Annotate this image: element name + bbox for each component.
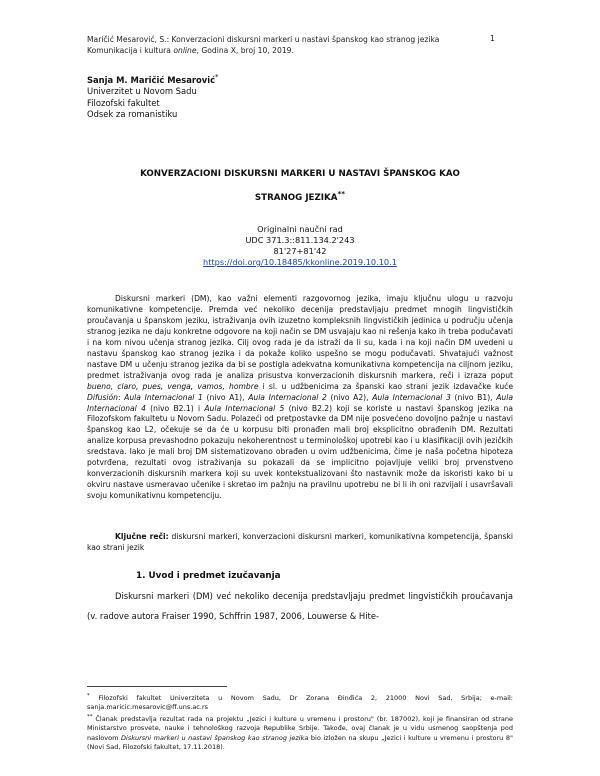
article-meta	[87, 224, 513, 268]
keywords-list: diskursni markeri, konverzacioni diskursni markeri, komunikativna kompetencija, španski kao strani jezik	[87, 532, 514, 552]
paper-title: KONVERZACIONI DISKURSNI MARKERI U NASTAVI ŠPANSKOG KAO STRANOG JEZIKA**	[140, 169, 460, 203]
page-number: 1	[490, 34, 495, 43]
running-header-citation: Maričić Mesarović, S.: Konverzacioni diskursni markeri u nastavi španskog kao stranog jezika	[87, 35, 440, 44]
author-block	[87, 72, 507, 121]
footnote-divider	[87, 686, 227, 687]
udc-code-secondary: 81'27+81'42	[273, 246, 327, 256]
abstract: Diskursni markeri (DM), kao važni elementi razgovornog jezika, imaju ključnu ulogu u razvoju komunikativne kompetencije. Premda već nekoliko decenija predstavljaju predmet mnogih lingvističkih proučavanja u španskom jeziku, istraživanja ovih izuzetno kompleksnih lingvističkih jedinica u području učenja stranog jezika ne daju konkretne odgovore na koji način se DM usvajaju kao ni rešenja kako ih treba podučavati i na kom nivou učenja stranog jezika. Cilj ovog rada je da istraži da li su, kada i na koji način DM uvedeni u nastavu španskog kao stranog jezika i da pokaže koliko uspešno se mogu podučavati. Shvatajući važnost nastave DM u učenju stranog jezika da bi se postigla adekvatna komunikativna kompetencija na ciljnom jeziku, predmet istraživanja ovog rada je analiza prisustva konverzacionih diskursnih markera, reči i izraza poput bueno, claro, pues, venga, vamos, hombre i sl. u udžbenicima za španski kao strani jezik izdavačke kuće Difusión: Aula Internacional 1 (nivo A1), Aula Internacional 2 (nivo A2), Aula Internacional 3 (nivo B1), Aula Internacional 4 (nivo B2.1) i Aula Internacional 5 (nivo B2.2) koji se koriste u nastavi španskog jezika na Filozofskom fakultetu u Novom Sadu. Polazeći od pretpostavke da DM nije posvećeno dovoljno pažnje u nastavi španskog kao L2, očekuje se da će u korpusu biti pronađen mali broj eksplicitno obrađenih DM. Rezultati analize korpusa prevashodno pokazuju nekoherentnost u terminološkoj upotrebi kao i u klasifikaciji ovih jezičkih sredstava. Iako je mali broj DM sistematizovano obrađen u ovim udžbenicima, čime je naša početna hipoteza potvrđena, rezultati ovog istraživanja su pokazali da se implicitno pojavljuje veliki broj prvenstveno konverzacionih diskursnih markera koji su uvek kontekstualizovani što nastavnik može da iskoristi kako bi u okviru nastave usmeravao učenike i skretao im pažnju na pravilnu upotrebu ne bi li ih oni razvijali i usavršavali svoju komunikativnu kompetenciju.	[87, 294, 514, 501]
footnote-project: ** Članak predstavlja rezultat rada na projektu „Jezici i kulture u vremenu i prostoru" (br. 187002), koji je finansiran od strane Ministarstvo prosvete, nauke i tehnološkog razvoja Republike Srbije. Takođe, ovaj članak je u vidu usmenog saopštenja pod naslovom Diskursni markeri u nastavi španskog kao stranog jezika bio izložen na skupu „Jezici i kulture u vremenu i prostoru 8" (Novi Sad, Filozofski fakultet, 17.11.2018).	[87, 713, 514, 751]
author-faculty: Filozofski fakultet	[87, 97, 160, 108]
article-type: Originalni naučni rad	[257, 224, 343, 234]
author-university: Univerzitet u Novom Sadu	[87, 86, 197, 97]
running-header	[87, 34, 507, 56]
intro-paragraph: Diskursni markeri (DM) već nekoliko decenija predstavljaju predmet lingvističkih proučavanja (v. radove autora Fraiser 1990, Schffrin 1987, 2006, Louwerse & Hite-	[87, 591, 513, 621]
keywords-label: Ključne reči:	[115, 532, 169, 541]
author-footnote-mark[interactable]: *	[215, 73, 219, 81]
udc-code: UDC 371.3::811.134.2'243	[245, 235, 355, 245]
author-name: Sanja M. Maričić Mesarović*	[87, 73, 219, 85]
doi-link[interactable]: https://doi.org/10.18485/kkonline.2019.10.10.1	[203, 257, 397, 267]
section-heading: 1. Uvod i predmet izučavanja	[136, 571, 281, 581]
footnotes	[87, 692, 513, 752]
title-footnote-mark[interactable]: **	[337, 189, 346, 198]
footnote-author: * Filozofski fakultet Univerziteta u Novom Sadu, Dr Zorana Đinđića 2, 21000 Novi Sad, Srbija; e-mail: sanja.maricic.mesarovic@ff.uns.ac.rs	[87, 693, 513, 712]
running-header-journal: Komunikacija i kultura online, Godina X, broj 10, 2019.	[87, 46, 294, 55]
keywords	[87, 531, 513, 553]
author-department: Odsek za romanistiku	[87, 109, 178, 120]
